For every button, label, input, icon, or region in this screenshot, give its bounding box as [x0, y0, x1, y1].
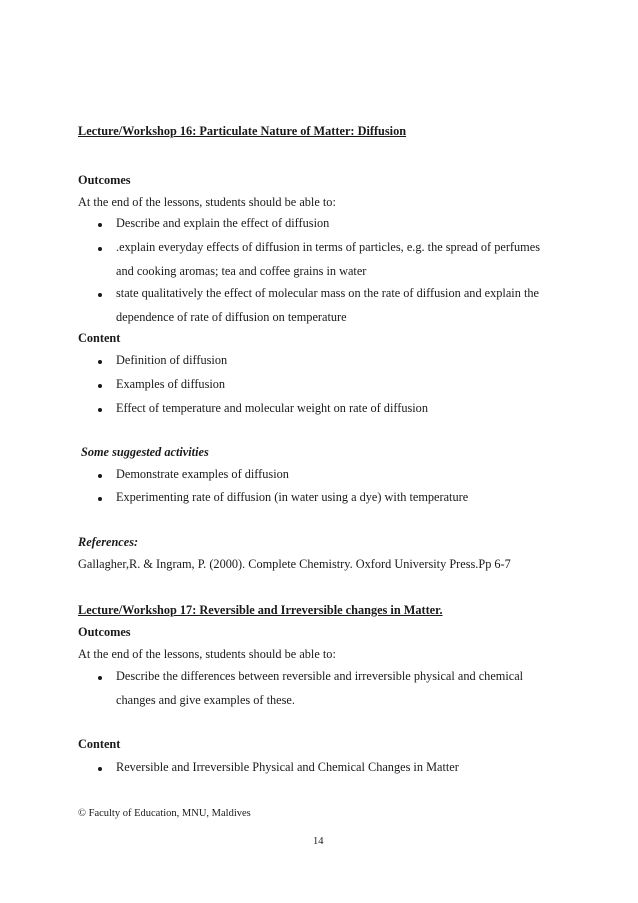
outcomes-intro: At the end of the lessons, students should be able to: — [78, 195, 336, 209]
bullet-icon — [98, 474, 102, 478]
reference-entry: Gallagher,R. & Ingram, P. (2000). Complete Chemistry. Oxford University Press.Pp 6-7 — [78, 557, 511, 571]
content-item: Definition of diffusion — [116, 353, 228, 367]
lecture-16-title: Lecture/Workshop 16: Particulate Nature of Matter: Diffusion — [78, 124, 407, 138]
content-item: Reversible and Irreversible Physical and Chemical Changes in Matter — [116, 760, 459, 774]
outcome-item-continuation: dependence of rate of diffusion on temperature — [116, 310, 347, 324]
bullet-icon — [98, 223, 102, 227]
bullet-icon — [98, 767, 102, 771]
activity-item: Demonstrate examples of diffusion — [116, 467, 289, 481]
outcome-item: Describe and explain the effect of diffusion — [116, 216, 330, 230]
outcome-item: Describe the differences between reversible and irreversible physical and chemical — [116, 669, 524, 683]
bullet-icon — [98, 247, 102, 251]
bullet-icon — [98, 360, 102, 364]
outcome-item: state qualitatively the effect of molecular mass on the rate of diffusion and explain the — [116, 286, 539, 300]
activity-item: Experimenting rate of diffusion (in water using a dye) with temperature — [116, 490, 469, 504]
outcome-item-continuation: changes and give examples of these. — [116, 693, 295, 707]
content-item: Examples of diffusion — [116, 377, 226, 391]
bullet-icon — [98, 384, 102, 388]
content-heading: Content — [78, 737, 121, 751]
outcome-item-continuation: and cooking aromas; tea and coffee grains in water — [116, 264, 367, 278]
outcomes-heading: Outcomes — [78, 625, 131, 639]
outcomes-heading: Outcomes — [78, 173, 131, 187]
bullet-icon — [98, 497, 102, 501]
bullet-icon — [98, 676, 102, 680]
page-number: 14 — [313, 836, 324, 847]
activities-heading: Some suggested activities — [81, 445, 209, 459]
bullet-icon — [98, 408, 102, 412]
lecture-17-title: Lecture/Workshop 17: Reversible and Irreversible changes in Matter. — [78, 603, 443, 617]
footer-copyright: © Faculty of Education, MNU, Maldives — [78, 808, 251, 819]
references-heading: References: — [78, 535, 139, 549]
content-item: Effect of temperature and molecular weight on rate of diffusion — [116, 401, 428, 415]
outcomes-intro: At the end of the lessons, students should be able to: — [78, 647, 336, 661]
content-heading: Content — [78, 331, 121, 345]
bullet-icon — [98, 293, 102, 297]
outcome-item: .explain everyday effects of diffusion in terms of particles, e.g. the spread of perfumes — [116, 240, 540, 254]
